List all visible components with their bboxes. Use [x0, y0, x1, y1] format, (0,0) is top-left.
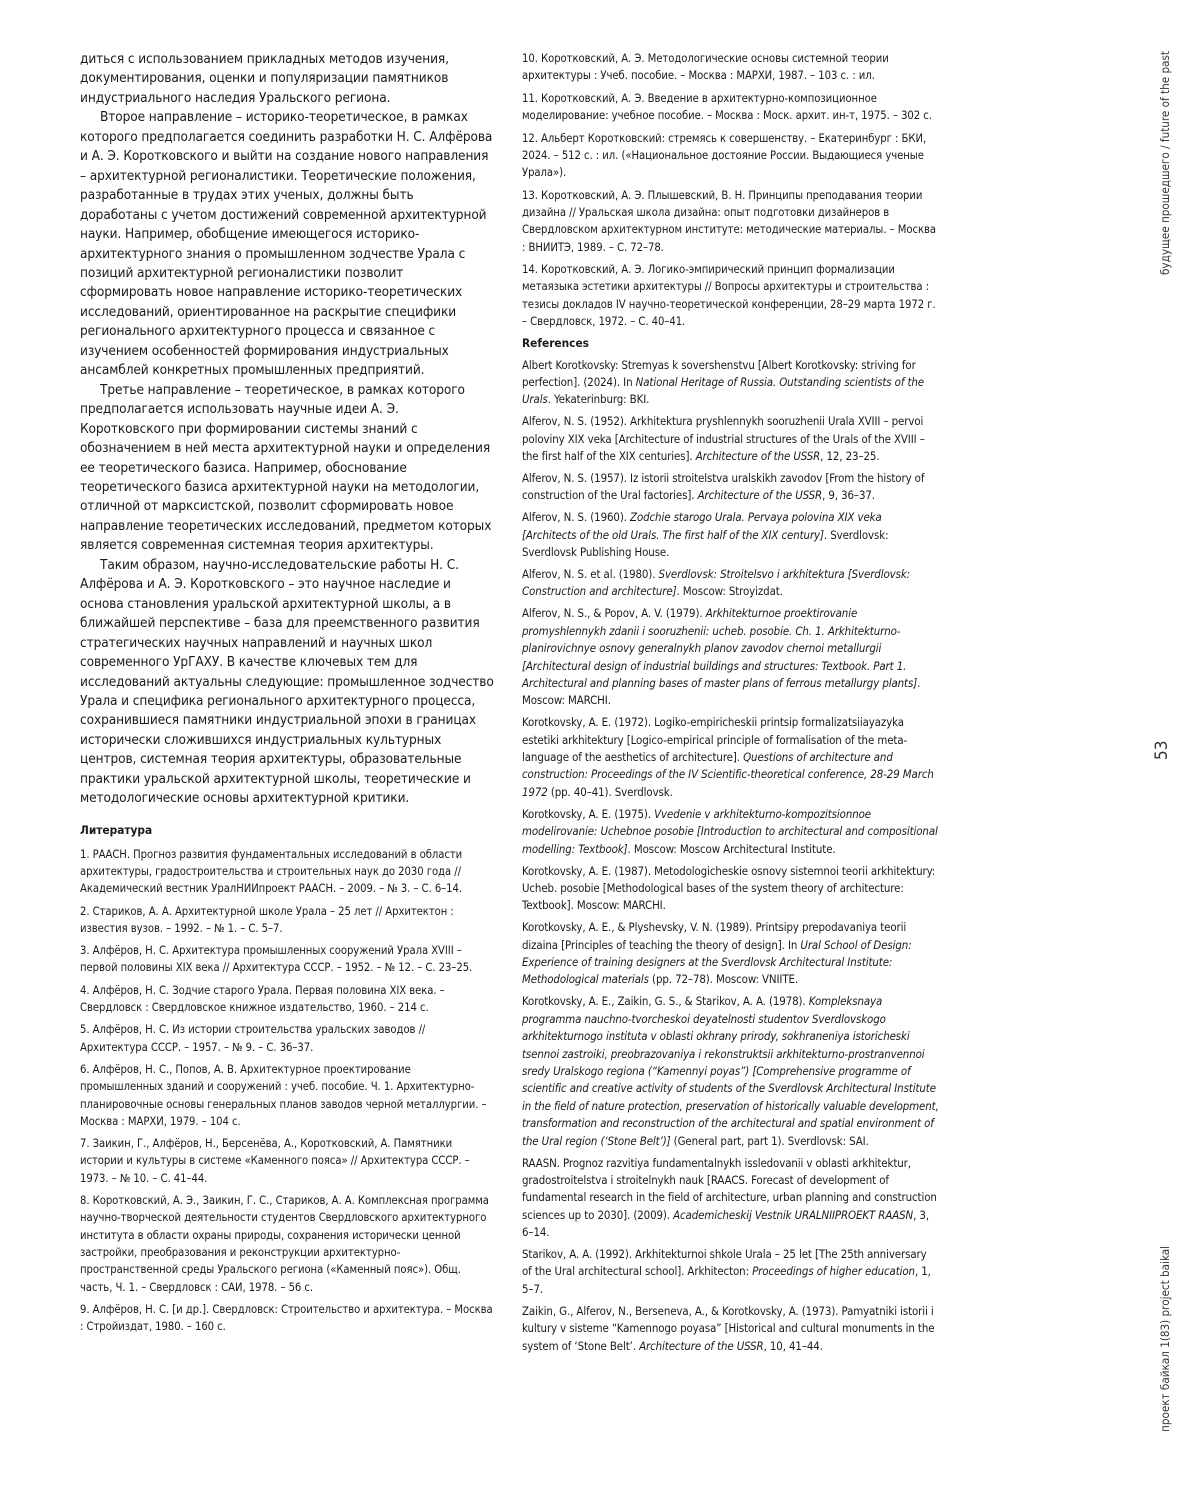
references-list: [522, 357, 939, 1355]
literature-heading: Литература: [80, 822, 153, 837]
reference-item: [522, 863, 939, 915]
reference-segment: . Yekaterinburg: BKI.: [547, 392, 650, 407]
reference-segment: Alferov, N. S., & Popov, A. V. (1979).: [522, 606, 706, 621]
reference-segment: . Sverdlovsk: Sverdlovsk Publishing House.: [522, 527, 889, 560]
literature-item: 8. Коротковский, А. Э., Заикин, Г. С., Стариков, А. А. Комплексная программа научно-творческой деятельности студентов Свердловского архитектурного института в области охраны природы, сохранения исторически ценной застройки, преобразования и реконструкции архитектурно-пространственной среды Уральского региона («Каменный пояс»). Общ. часть, Ч. 1. – Свердловск : САИ, 1978. – 56 с.: [80, 1194, 489, 1294]
journal-running-title: проект байкал 1(83) project baikal: [1158, 1245, 1172, 1432]
body-paragraph: Второе направление – историко-теоретическое, в рамках которого предполагается соединить разработки Н. С. Алфёрова и А. Э. Коротковского и выйти на создание нового направления – архитектурной регионалистики. Теоретические положения, разработанные в трудах этих ученых, должны быть доработаны с учетом достижений современной архитектурной науки. Например, обобщение имеющегося историко-архитектурного знания о промышленном зодчестве Урала с позиций архитектурной регионалистики позволит сформировать новое направление историко-теоретических исследований, ориентированное на раскрытие специфики регионального архитектурного процесса и связанное с изучением особенностей формирования индустриальных ансамблей конкретных промышленных предприятий.: [80, 109, 493, 379]
page-number: 53: [1152, 740, 1172, 760]
reference-segment: (General part, part 1). Sverdlovsk: SAI.: [670, 1133, 869, 1148]
reference-segment: National Heritage of Russia. Outstanding scientists of the Urals: [522, 374, 924, 407]
reference-item: [522, 605, 939, 709]
reference-segment: , 10, 41–44.: [763, 1338, 823, 1353]
reference-item: [522, 413, 939, 465]
reference-item: [522, 470, 939, 505]
reference-segment: Albert Korotkovsky: Stremyas k sovershenstvu [Albert Korotkovsky: striving for perfection]. (2024). In: [522, 357, 916, 389]
reference-segment: (pp. 72–78). Moscow: VNIITE.: [648, 972, 798, 987]
reference-segment: Ural School of Design: Experience of training designers at the Sverdlovsk Architectural Institute: Methodological materials: [522, 937, 912, 987]
reference-segment: Alferov, N. S. (1957). Iz istorii stroitelstva uralskikh zavodov [From the history of construction of the Ural factories].: [522, 470, 925, 503]
reference-segment: Zaikin, G., Alferov, N., Berseneva, A., & Korotkovsky, A. (1973). Pamyatniki istorii i kultury v sisteme “Kamennogo poyasa” [Historical and cultural monuments in the system of ‘Stone Belt’.: [522, 1303, 935, 1353]
reference-item: [522, 714, 939, 801]
reference-segment: Architecture of the USSR: [697, 488, 823, 503]
literature-item: 5. Алфёров, Н. С. Из истории строительства уральских заводов // Архитектура СССР. – 1957. – № 9. – С. 36–37.: [80, 1023, 426, 1054]
reference-item: [522, 1303, 939, 1355]
literature-item: 1. РААСН. Прогноз развития фундаментальных исследований в области архитектуры, градостроительства и строительных наук до 2030 года // Академический вестник УралНИИпроект РААСН. – 2009. – № 3. – С. 6–14.: [80, 847, 463, 896]
reference-segment: Architecture of the USSR: [639, 1338, 764, 1353]
reference-item: [522, 1155, 939, 1242]
reference-item: [522, 806, 939, 858]
reference-segment: Starikov, A. A. (1992). Arkhitekturnoi shkole Urala – 25 let [The 25th anniversary of the Ural architectural school]. Arkhitecton:: [522, 1247, 927, 1279]
reference-segment: . Moscow: MARCHI.: [522, 675, 921, 708]
reference-segment: Vvedenie v arkhitekturno-kompozitsionnoe modelirovanie: Uchebnoe posobie [Introduction to architectural and compositional modelling: Textbook]: [522, 806, 938, 856]
reference-segment: Korotkovsky, A. E. (1975).: [522, 806, 655, 821]
reference-item: [522, 993, 939, 1150]
literature-item: 7. Заикин, Г., Алфёров, Н., Берсенёва, А., Коротковский, А. Памятники истории и культуры в системе «Каменного пояса» // Архитектура СССР. – 1973. – № 10. – С. 41–44.: [80, 1137, 470, 1185]
reference-segment: Alferov, N. S. (1960).: [522, 510, 631, 525]
reference-segment: Korotkovsky, A. E., Zaikin, G. S., & Starikov, A. A. (1978).: [522, 994, 809, 1009]
literature-item: 12. Альберт Коротковский: стремясь к совершенству. – Екатеринбург : БКИ, 2024. – 512 с. : ил. («Национальное достояние России. Выдающиеся ученые Урала»).: [522, 131, 927, 180]
literature-item: 6. Алфёров, Н. С., Попов, А. В. Архитектурное проектирование промышленных зданий и сооружений : учеб. пособие. Ч. 1. Архитектурно-планировочные основы генеральных планов заводов черной металлургии. – Москва : МАРХИ, 1979. – 104 с.: [80, 1062, 487, 1128]
section-running-title: будущее прошедшего / future of the past: [1158, 51, 1172, 275]
literature-item: 11. Коротковский, А. Э. Введение в архитектурно-композиционное моделирование: учебное пособие. – Москва : Моск. архит. ин-т, 1975. – 302 с.: [522, 91, 932, 123]
body-paragraph: Третье направление – теоретическое, в рамках которого предполагается использовать научные идеи А. Э. Коротковского при формировании системы знаний с обозначением в ней места архитектурной науки и определения ее теоретического базиса. Например, обоснование теоретического базиса архитектурной науки на методологии, отличной от марксистской, позволит сформировать новое направление теоретических исследований, предметом которых является современная системная теория архитектуры.: [80, 381, 492, 554]
reference-segment: Kompleksnaya programma nauchno-tvorcheskoi deyatelnosti studentov Sverdlovskogo arkhitekturnogo instituta v oblasti okhrany prirody, sokhraneniya istoricheski tsennoi zastroiki, preobrazovaniya i rekonstruktsii arkhitekturno-prostranvennoi sredy Uralskogo regiona (“Kamennyi poyas”) [Comprehensive programme of scientific and creative activity of students of the Sverdlovsk Architectural Institute in the field of nature protection, preservation of historically valuable development, transformation and reconstruction of the architectural and spatial environment of the Ural region (‘Stone Belt’)]: [522, 994, 939, 1148]
reference-segment: Korotkovsky, A. E. (1972). Logiko-empiricheskii printsip formalizatsiiayazyka estetiki arkhitektury [Logico-empirical principle of formalisation of the meta-language of the aesthetics of architecture].: [522, 715, 908, 765]
reference-segment: Korotkovsky, A. E. (1987). Metodologicheskie osnovy sistemnoi teorii arkhitektury: Ucheb. posobie [Methodological bases of the system theory of architecture: Textbook]. Moscow: MARCHI.: [522, 863, 936, 913]
reference-segment: . Moscow: Moscow Architectural Institute.: [627, 841, 836, 856]
reference-item: [522, 919, 939, 989]
reference-segment: Proceedings of higher education: [752, 1264, 915, 1279]
reference-segment: , 9, 36–37.: [822, 488, 875, 503]
reference-segment: Academicheskij Vestnik URALNIIPROEKT RAASN: [673, 1207, 914, 1222]
reference-segment: Alferov, N. S. et al. (1980).: [522, 567, 659, 582]
reference-item: [522, 1246, 939, 1298]
literature-list-left: [80, 846, 494, 1336]
literature-item: 14. Коротковский, А. Э. Логико-эмпирический принцип формализации метаязыка эстетики архитектуры // Вопросы архитектуры и строительства : тезисы докладов IV научно-теоретической конференции, 28–29 марта 1972 г. – Свердловск, 1972. – С. 40–41.: [522, 263, 936, 328]
reference-segment: RAASN. Prognoz razvitiya fundamentalnykh issledovanii v oblasti arkhitektur, gradostroitelstva i stroitelnykh nauk [RAACS. Forecast of development of fundamental research in the field of architecture, urban planning and construction sciences up to 2030]. (2009).: [522, 1155, 937, 1222]
reference-item: [522, 509, 939, 561]
reference-segment: Sverdlovsk: Stroitelsvo i arkhitektura [Sverdlovsk: Construction and architecture]: [522, 567, 911, 599]
right-column: [522, 50, 939, 1359]
reference-segment: , 3, 6–14.: [522, 1207, 929, 1240]
literature-item: 4. Алфёров, Н. С. Зодчие старого Урала. Первая половина XIX века. – Свердловск : Свердловское книжное издательство, 1960. – 214 с.: [80, 983, 445, 1015]
reference-item: [522, 566, 939, 601]
reference-segment: Arkhitekturnoe proektirovanie promyshlennykh zdanii i sooruzhenii: ucheb. posobie. Ch. 1. Arkhitekturno-planirovichnye osnovy generalnykh planov zavodov chernoi metallurgii [Architectural design of industrial buildings and structures: Textbook. Part 1. Architectural and planning bases of master plans of ferrous metallurgy plants]: [522, 606, 918, 690]
reference-item: [522, 357, 939, 409]
body-paragraph: диться с использованием прикладных методов изучения, документирования, оценки и популяризации памятников индустриального наследия Уральского региона.: [80, 51, 449, 106]
literature-item: 3. Алфёров, Н. С. Архитектура промышленных сооружений Урала XVIII – первой половины XIX века // Архитектура СССР. – 1952. – № 12. – С. 23–25.: [80, 944, 473, 975]
left-column: [80, 50, 494, 1340]
reference-segment: (pp. 40–41). Sverdlovsk.: [547, 784, 673, 799]
reference-segment: . Moscow: Stroyizdat.: [676, 584, 783, 599]
reference-segment: Alferov, N. S. (1952). Arkhitektura pryshlennykh sooruzhenii Urala XVIII – pervoi poloviny XIX veka [Architecture of industrial structures of the Urals of the XVIII – the first half of the XIX centuries].: [522, 414, 925, 464]
literature-list-right: [522, 50, 939, 330]
literature-item: 13. Коротковский, А. Э. Плышевский, В. Н. Принципы преподавания теории дизайна // Уральская школа дизайна: опыт подготовки дизайнеров в Свердловском архитектурном институте: методические материалы. – Москва : ВНИИТЭ, 1989. – С. 72–78.: [522, 188, 936, 254]
body-paragraph: Таким образом, научно-исследовательские работы Н. С. Алфёрова и А. Э. Коротковского – это научное наследие и основа становления уральской архитектурной школы, а в ближайшей перспективе – база для преемственного развития стратегических научных направлений и научных школ современного УрГАХУ. В качестве ключевых тем для исследований актуальны следующие: промышленное зодчество Урала и специфика регионального архитектурного процесса, сохранившиеся памятники индустриальной эпохи в границах исторически сложившихся индустриальных культурных центров, системная теория архитектуры, образовательные практики уральской архитектурной школы, теоретические и методологические основы архитектурной критики.: [80, 556, 494, 807]
literature-item: 9. Алфёров, Н. С. [и др.]. Свердловск: Строительство и архитектура. – Москва : Стройиздат, 1980. – 160 с.: [80, 1302, 493, 1334]
reference-segment: Zodchie starogo Urala. Pervaya polovina XIX veka [Architects of the old Urals. The first half of the XIX century]: [522, 510, 882, 542]
literature-item: 10. Коротковский, А. Э. Методологические основы системной теории архитектуры : Учеб. пособие. – Москва : МАРХИ, 1987. – 103 с. : ил.: [522, 52, 889, 83]
reference-segment: Questions of architecture and construction: Proceedings of the IV Scientific-theoretical conference, 28-29 March 1972: [522, 750, 934, 799]
references-heading: References: [522, 335, 589, 350]
reference-segment: Architecture of the USSR: [695, 449, 821, 464]
reference-segment: , 1, 5–7.: [522, 1264, 931, 1296]
reference-segment: , 12, 23–25.: [820, 449, 880, 464]
reference-segment: Korotkovsky, A. E., & Plyshevsky, V. N. (1989). Printsipy prepodavaniya teorii dizaina [Principles of teaching the theory of design]. In: [522, 920, 907, 952]
literature-item: 2. Стариков, А. А. Архитектурной школе Урала – 25 лет // Архитектон : известия вузов. – 1992. – № 1. – С. 5–7.: [80, 904, 454, 935]
